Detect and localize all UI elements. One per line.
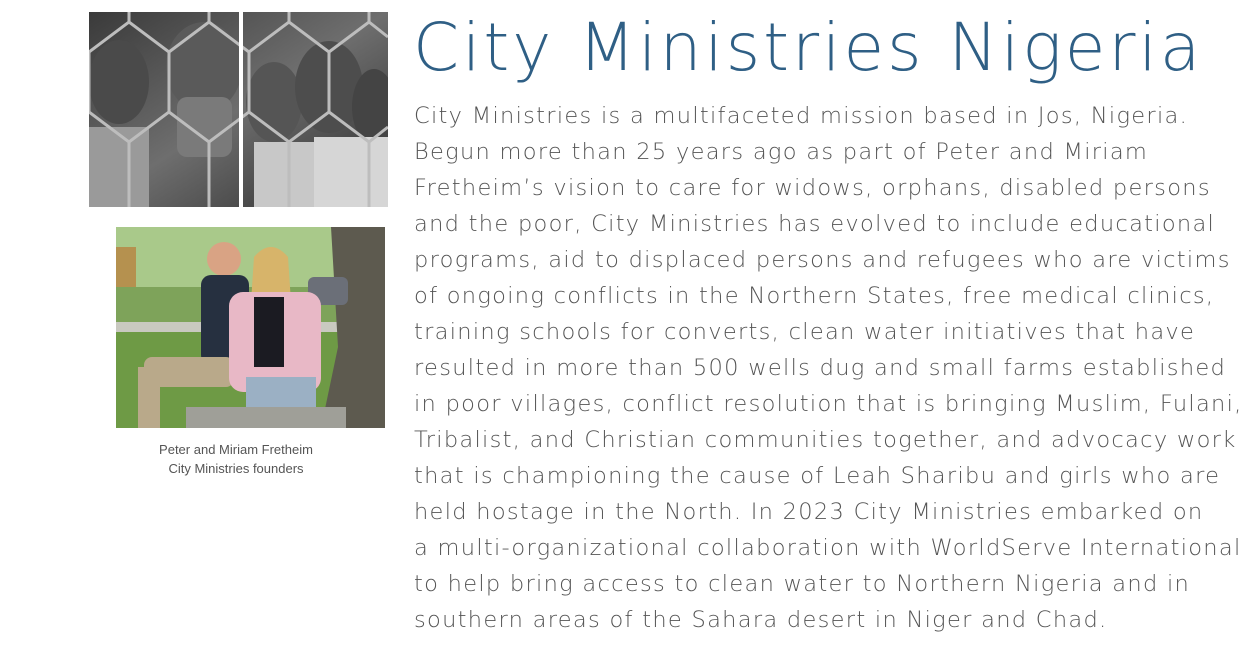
description-line: resulted in more than 500 wells dug and small farms established: [414, 355, 1227, 381]
description-line: City Ministries is a multifaceted mission based in Jos, Nigeria.: [414, 103, 1189, 129]
founders-photo: [116, 227, 385, 428]
description-line: Tribalist, and Christian communities together, and advocacy work: [414, 427, 1237, 453]
founders-photo-image: [116, 227, 385, 428]
description-line: to help bring access to clean water to Northern Nigeria and in: [414, 571, 1191, 597]
description-line: programs, aid to displaced persons and refugees who are victims: [414, 247, 1231, 273]
description-line: training schools for converts, clean water initiatives that have: [414, 319, 1196, 345]
description-line: and the poor, City Ministries has evolved to include educational: [414, 211, 1216, 237]
description-line: in poor villages, conflict resolution that is bringing Muslim, Fulani,: [414, 391, 1243, 417]
description-line: southern areas of the Sahara desert in Niger and Chad.: [414, 607, 1108, 633]
description-line: Begun more than 25 years ago as part of Peter and Miriam: [414, 139, 1149, 165]
description-line: of ongoing conflicts in the Northern States, free medical clinics,: [414, 283, 1215, 309]
caption-line-role: City Ministries founders: [168, 461, 304, 476]
description-line: held hostage in the North. In 2023 City Ministries embarked on: [414, 499, 1204, 525]
children-photo-image: [89, 12, 388, 207]
mission-description: [414, 98, 1243, 638]
photo-caption: [116, 440, 356, 478]
description-line: a multi-organizational collaboration with WorldServe International: [414, 535, 1242, 561]
page-title: City Ministries Nigeria: [413, 9, 1204, 86]
children-photo: [89, 12, 388, 207]
description-line: Fretheim’s vision to care for widows, orphans, disabled persons: [414, 175, 1211, 201]
caption-line-names: Peter and Miriam Fretheim: [159, 442, 313, 457]
description-line: that is championing the cause of Leah Sharibu and girls who are: [414, 463, 1221, 489]
